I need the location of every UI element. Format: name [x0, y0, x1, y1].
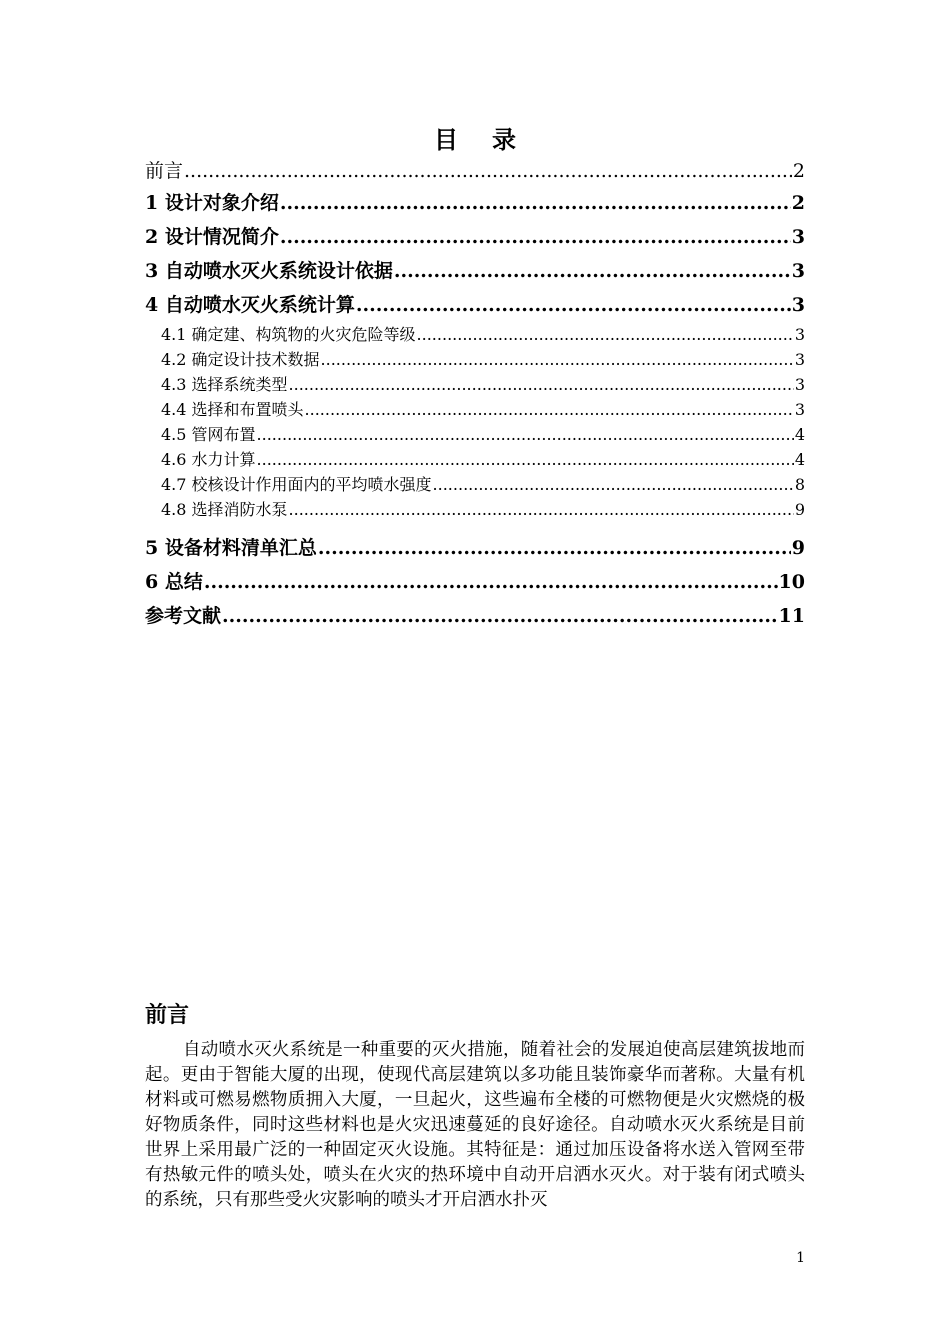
toc-entry-page: 3	[794, 350, 805, 369]
toc-entry-4-7[interactable]	[145, 472, 805, 497]
toc-entry-label: 5 设备材料清单汇总	[145, 537, 317, 559]
toc-leader-dots	[184, 157, 792, 186]
toc-entry-label: 4.5 管网布置	[161, 425, 256, 444]
toc-leader-dots	[280, 186, 791, 220]
toc-entry-page: 3	[794, 375, 805, 394]
toc-entry-4-8[interactable]	[145, 497, 805, 522]
toc-entry-label: 4.7 校核设计作用面内的平均喷水强度	[161, 475, 432, 494]
toc-entry-page: 10	[778, 571, 805, 593]
toc-entry-page: 11	[778, 605, 805, 627]
toc-leader-dots	[257, 422, 794, 447]
toc-entry-label: 4.6 水力计算	[161, 450, 256, 469]
toc-entry-4-4[interactable]	[145, 397, 805, 422]
toc-leader-dots	[222, 599, 778, 633]
toc-entry-1[interactable]	[145, 186, 805, 220]
toc-leader-dots	[321, 347, 794, 372]
toc-entry-page: 3	[791, 294, 805, 316]
toc-entry-page: 3	[794, 400, 805, 419]
toc-entry-label: 3 自动喷水灭火系统设计依据	[145, 260, 393, 282]
toc-entry-page: 4	[794, 450, 805, 469]
toc-leader-dots	[394, 254, 791, 288]
toc-entry-label: 4.3 选择系统类型	[161, 375, 288, 394]
toc-leader-dots	[318, 531, 791, 565]
toc-entry-page: 8	[794, 475, 805, 494]
toc-entry-label: 前言	[145, 160, 184, 182]
toc-entry-label: 2 设计情况简介	[145, 226, 279, 248]
toc-title: 目录	[434, 125, 550, 154]
toc-entry-page: 3	[794, 325, 805, 344]
toc-entry-label: 1 设计对象介绍	[145, 192, 279, 214]
toc-entry-2[interactable]	[145, 220, 805, 254]
toc-entry-label: 6 总结	[145, 571, 203, 593]
toc-entry-page: 2	[792, 160, 805, 182]
toc-entry-6[interactable]	[145, 565, 805, 599]
toc-entry-label: 4.1 确定建、构筑物的火灾危险等级	[161, 325, 416, 344]
toc-entry-4-6[interactable]	[145, 447, 805, 472]
toc-entry-page: 4	[794, 425, 805, 444]
toc-leader-dots	[305, 397, 794, 422]
toc-leader-dots	[289, 372, 794, 397]
toc-leader-dots	[417, 322, 794, 347]
toc-entry-label: 参考文献	[145, 605, 222, 627]
toc-entry-page: 2	[791, 192, 805, 214]
toc-leader-dots	[433, 472, 794, 497]
toc-leader-dots	[204, 565, 778, 599]
toc-leader-dots	[257, 447, 794, 472]
toc-entry-5[interactable]	[145, 531, 805, 565]
table-of-contents	[145, 157, 805, 633]
toc-leader-dots	[280, 220, 791, 254]
preface-paragraph: 自动喷水灭火系统是一种重要的灭火措施，随着社会的发展迫使高层建筑拔地而起。更由于智能大厦的出现，使现代高层建筑以多功能且装饰豪华而著称。大量有机材料或可燃易燃物质拥入大厦，一旦起火，这些遍布全楼的可燃物便是火灾燃烧的极好物质条件，同时这些材料也是火灾迅速蔓延的良好途径。自动喷水灭火系统是目前世界上采用最广泛的一种固定灭火设施。其特征是：通过加压设备将水送入管网至带有热敏元件的喷头处，喷头在火灾的热环境中自动开启洒水灭火。对于装有闭式喷头的系统，只有那些受火灾影响的喷头才开启洒水扑灭	[145, 1040, 805, 1210]
toc-entry-4-1[interactable]	[145, 322, 805, 347]
toc-entry-page: 9	[791, 537, 805, 559]
toc-entry-4-2[interactable]	[145, 347, 805, 372]
toc-entry-3[interactable]	[145, 254, 805, 288]
toc-entry-preface[interactable]	[145, 157, 805, 186]
toc-entry-label: 4.8 选择消防水泵	[161, 500, 288, 519]
toc-entry-references[interactable]	[145, 599, 805, 633]
preface-heading: 前言	[145, 1002, 190, 1028]
toc-entry-label: 4.2 确定设计技术数据	[161, 350, 320, 369]
toc-entry-label: 4.4 选择和布置喷头	[161, 400, 304, 419]
toc-entry-4-3[interactable]	[145, 372, 805, 397]
toc-entry-4[interactable]	[145, 288, 805, 322]
toc-entry-page: 3	[791, 226, 805, 248]
toc-leader-dots	[356, 288, 791, 322]
toc-entry-page: 3	[791, 260, 805, 282]
toc-leader-dots	[289, 497, 794, 522]
toc-entry-4-5[interactable]	[145, 422, 805, 447]
toc-entry-label: 4 自动喷水灭火系统计算	[145, 294, 355, 316]
page-number: 1	[796, 1250, 805, 1266]
toc-entry-page: 9	[794, 500, 805, 519]
